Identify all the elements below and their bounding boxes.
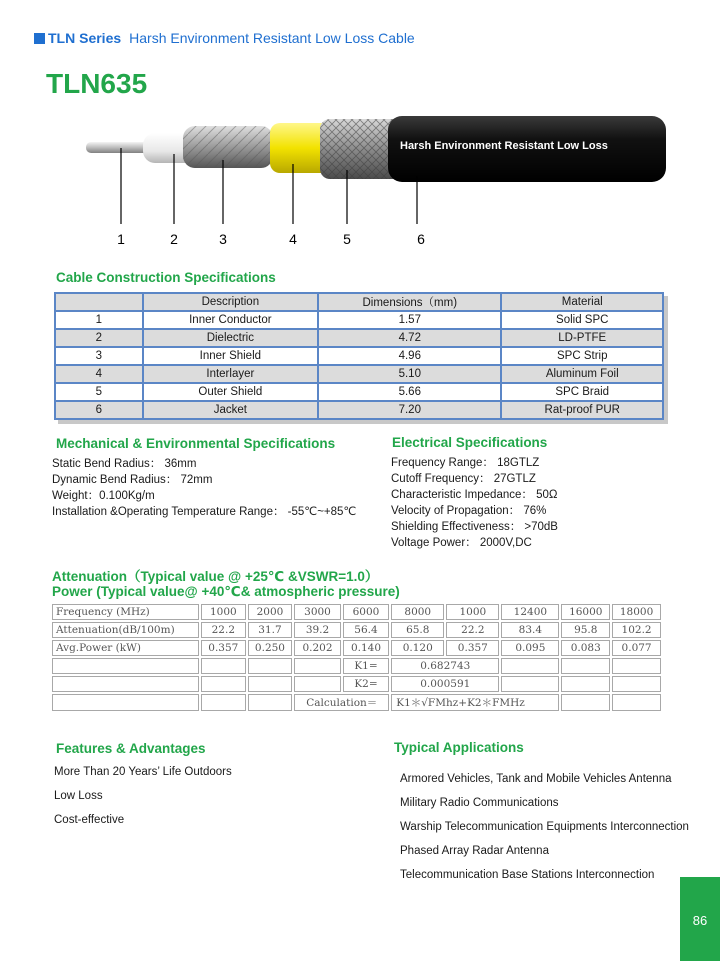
table-cell: 4.72: [318, 329, 501, 347]
k1-value: 0.682743: [391, 658, 499, 674]
attenuation-label: Attenuation(dB/100m): [52, 622, 199, 638]
cable-figure: [48, 104, 678, 254]
features-title: Features & Advantages: [56, 741, 206, 756]
empty-cell: [294, 676, 340, 692]
table-cell: Dielectric: [143, 329, 318, 347]
list-item: Static Bend Radius： 36mm: [52, 458, 197, 470]
table-cell: 0.077: [612, 640, 661, 656]
calculation-formula: K1＊√FMhz+K2＊FMHz: [391, 694, 559, 711]
table-cell: 5: [55, 383, 143, 401]
page-number-box: [680, 877, 720, 961]
power-title: Power (Typical value@ +40℃& atmospheric pressure): [52, 584, 400, 599]
power-row: [52, 640, 661, 656]
header-cell: Description: [143, 293, 318, 311]
table-cell: 95.8: [561, 622, 610, 638]
table-row: [55, 401, 663, 419]
mechanical-title: Mechanical & Environmental Specifications: [56, 436, 336, 451]
table-cell: Aluminum Foil: [501, 365, 663, 383]
table-cell: Outer Shield: [143, 383, 318, 401]
power-label: Avg.Power (kW): [52, 640, 199, 656]
product-title: TLN635: [46, 68, 148, 99]
frequency-row: [52, 604, 661, 620]
table-cell: Inner Shield: [143, 347, 318, 365]
series-subtitle: Harsh Environment Resistant Low Loss Cable: [129, 30, 415, 46]
attenuation-title: Attenuation（Typical value @ +25℃ &VSWR=1.0）: [52, 569, 379, 584]
table-cell: 18000: [612, 604, 661, 620]
table-row: [55, 329, 663, 347]
table-row: [55, 311, 663, 329]
empty-cell: [501, 658, 559, 674]
list-item: Shielding Effectiveness： >70dB: [391, 521, 558, 533]
table-cell: 22.2: [446, 622, 499, 638]
list-item: Voltage Power： 2000V,DC: [391, 537, 532, 549]
table-cell: 1000: [201, 604, 246, 620]
empty-cell: [248, 676, 293, 692]
table-cell: 0.357: [446, 640, 499, 656]
construction-header-row: [55, 293, 663, 311]
cable-illustration: [48, 104, 678, 254]
series-name: TLN Series: [48, 30, 122, 46]
table-row: [55, 347, 663, 365]
k1-row: [52, 658, 661, 674]
table-cell: 6000: [343, 604, 389, 620]
k2-value: 0.000591: [391, 676, 499, 692]
table-row: [55, 365, 663, 383]
table-cell: 7.20: [318, 401, 501, 419]
table-cell: 1000: [446, 604, 499, 620]
list-item: Dynamic Bend Radius： 72mm: [52, 474, 213, 486]
list-item: Cost-effective: [54, 814, 125, 826]
electrical-title: Electrical Specifications: [392, 435, 548, 450]
table-cell: 3: [55, 347, 143, 365]
table-cell: 5.10: [318, 365, 501, 383]
callout-number-1: 1: [117, 231, 125, 247]
k2-label: K2=: [343, 676, 389, 692]
table-cell: 0.095: [501, 640, 559, 656]
table-cell: 0.250: [248, 640, 293, 656]
table-cell: SPC Strip: [501, 347, 663, 365]
empty-cell: [561, 658, 610, 674]
construction-title: Cable Construction Specifications: [56, 270, 276, 285]
table-cell: 4.96: [318, 347, 501, 365]
applications-title: Typical Applications: [394, 740, 524, 755]
callout-number-2: 2: [170, 231, 178, 247]
k1-label: K1=: [343, 658, 389, 674]
table-cell: 6: [55, 401, 143, 419]
list-item: Installation &Operating Temperature Range： -55℃~+85℃: [52, 506, 357, 518]
table-cell: Solid SPC: [501, 311, 663, 329]
attenuation-table: [50, 602, 663, 713]
series-square-icon: [34, 33, 45, 44]
table-cell: 65.8: [391, 622, 444, 638]
electrical-list: [391, 455, 558, 551]
empty-cell: [52, 694, 199, 711]
table-cell: 0.202: [294, 640, 340, 656]
empty-cell: [201, 658, 246, 674]
list-item: Velocity of Propagation： 76%: [391, 505, 547, 517]
list-item: Warship Telecommunication Equipments Interconnection: [400, 821, 689, 833]
table-cell: Interlayer: [143, 365, 318, 383]
k2-row: [52, 676, 661, 692]
table-cell: 16000: [561, 604, 610, 620]
table-cell: 5.66: [318, 383, 501, 401]
callout-number-3: 3: [219, 231, 227, 247]
table-cell: 1.57: [318, 311, 501, 329]
table-cell: 0.140: [343, 640, 389, 656]
empty-cell: [501, 676, 559, 692]
list-item: Low Loss: [54, 790, 103, 802]
list-item: Telecommunication Base Stations Interconnection: [400, 869, 655, 881]
table-cell: 0.357: [201, 640, 246, 656]
list-item: Frequency Range： 18GTLZ: [391, 457, 540, 469]
header-cell: Dimensions（mm): [318, 293, 501, 311]
empty-cell: [52, 676, 199, 692]
table-cell: 56.4: [343, 622, 389, 638]
cable-jacket-label: Harsh Environment Resistant Low Loss: [400, 140, 608, 152]
table-cell: SPC Braid: [501, 383, 663, 401]
table-cell: 12400: [501, 604, 559, 620]
table-cell: Rat-proof PUR: [501, 401, 663, 419]
table-cell: 31.7: [248, 622, 293, 638]
table-cell: 3000: [294, 604, 340, 620]
series-header: [34, 30, 415, 46]
table-cell: 0.120: [391, 640, 444, 656]
header-cell: Material: [501, 293, 663, 311]
list-item: Military Radio Communications: [400, 797, 559, 809]
table-cell: 4: [55, 365, 143, 383]
list-item: More Than 20 Years’ Life Outdoors: [54, 766, 232, 778]
empty-cell: [294, 658, 340, 674]
table-cell: LD-PTFE: [501, 329, 663, 347]
list-item: Phased Array Radar Antenna: [400, 845, 549, 857]
table-cell: Inner Conductor: [143, 311, 318, 329]
callout-number-5: 5: [343, 231, 351, 247]
construction-table: [54, 292, 664, 420]
list-item: Cutoff Frequency： 27GTLZ: [391, 473, 536, 485]
list-item: Characteristic Impedance： 50Ω: [391, 489, 558, 501]
table-cell: 8000: [391, 604, 444, 620]
empty-cell: [612, 694, 661, 711]
empty-cell: [248, 694, 293, 711]
empty-cell: [201, 676, 246, 692]
table-row: [55, 383, 663, 401]
empty-cell: [561, 676, 610, 692]
attenuation-row: [52, 622, 661, 638]
table-cell: 22.2: [201, 622, 246, 638]
empty-cell: [561, 694, 610, 711]
calculation-label: Calculation＝: [294, 694, 389, 711]
empty-cell: [201, 694, 246, 711]
table-cell: 83.4: [501, 622, 559, 638]
list-item: Armored Vehicles, Tank and Mobile Vehicles Antenna: [400, 773, 672, 785]
empty-cell: [612, 676, 661, 692]
empty-cell: [52, 658, 199, 674]
table-cell: 39.2: [294, 622, 340, 638]
table-cell: 2000: [248, 604, 293, 620]
page-number: 86: [692, 913, 708, 928]
empty-cell: [248, 658, 293, 674]
table-cell: 0.083: [561, 640, 610, 656]
callout-number-6: 6: [417, 231, 425, 247]
table-cell: 1: [55, 311, 143, 329]
mechanical-list: [52, 456, 356, 520]
header-cell: [55, 293, 143, 311]
empty-cell: [612, 658, 661, 674]
list-item: Weight：0.100Kg/m: [52, 490, 155, 502]
callout-number-4: 4: [289, 231, 297, 247]
table-cell: Jacket: [143, 401, 318, 419]
frequency-label: Frequency (MHz): [52, 604, 199, 620]
table-cell: 102.2: [612, 622, 661, 638]
calculation-row: [52, 694, 661, 711]
inner-shield-texture: [183, 126, 273, 168]
table-cell: 2: [55, 329, 143, 347]
